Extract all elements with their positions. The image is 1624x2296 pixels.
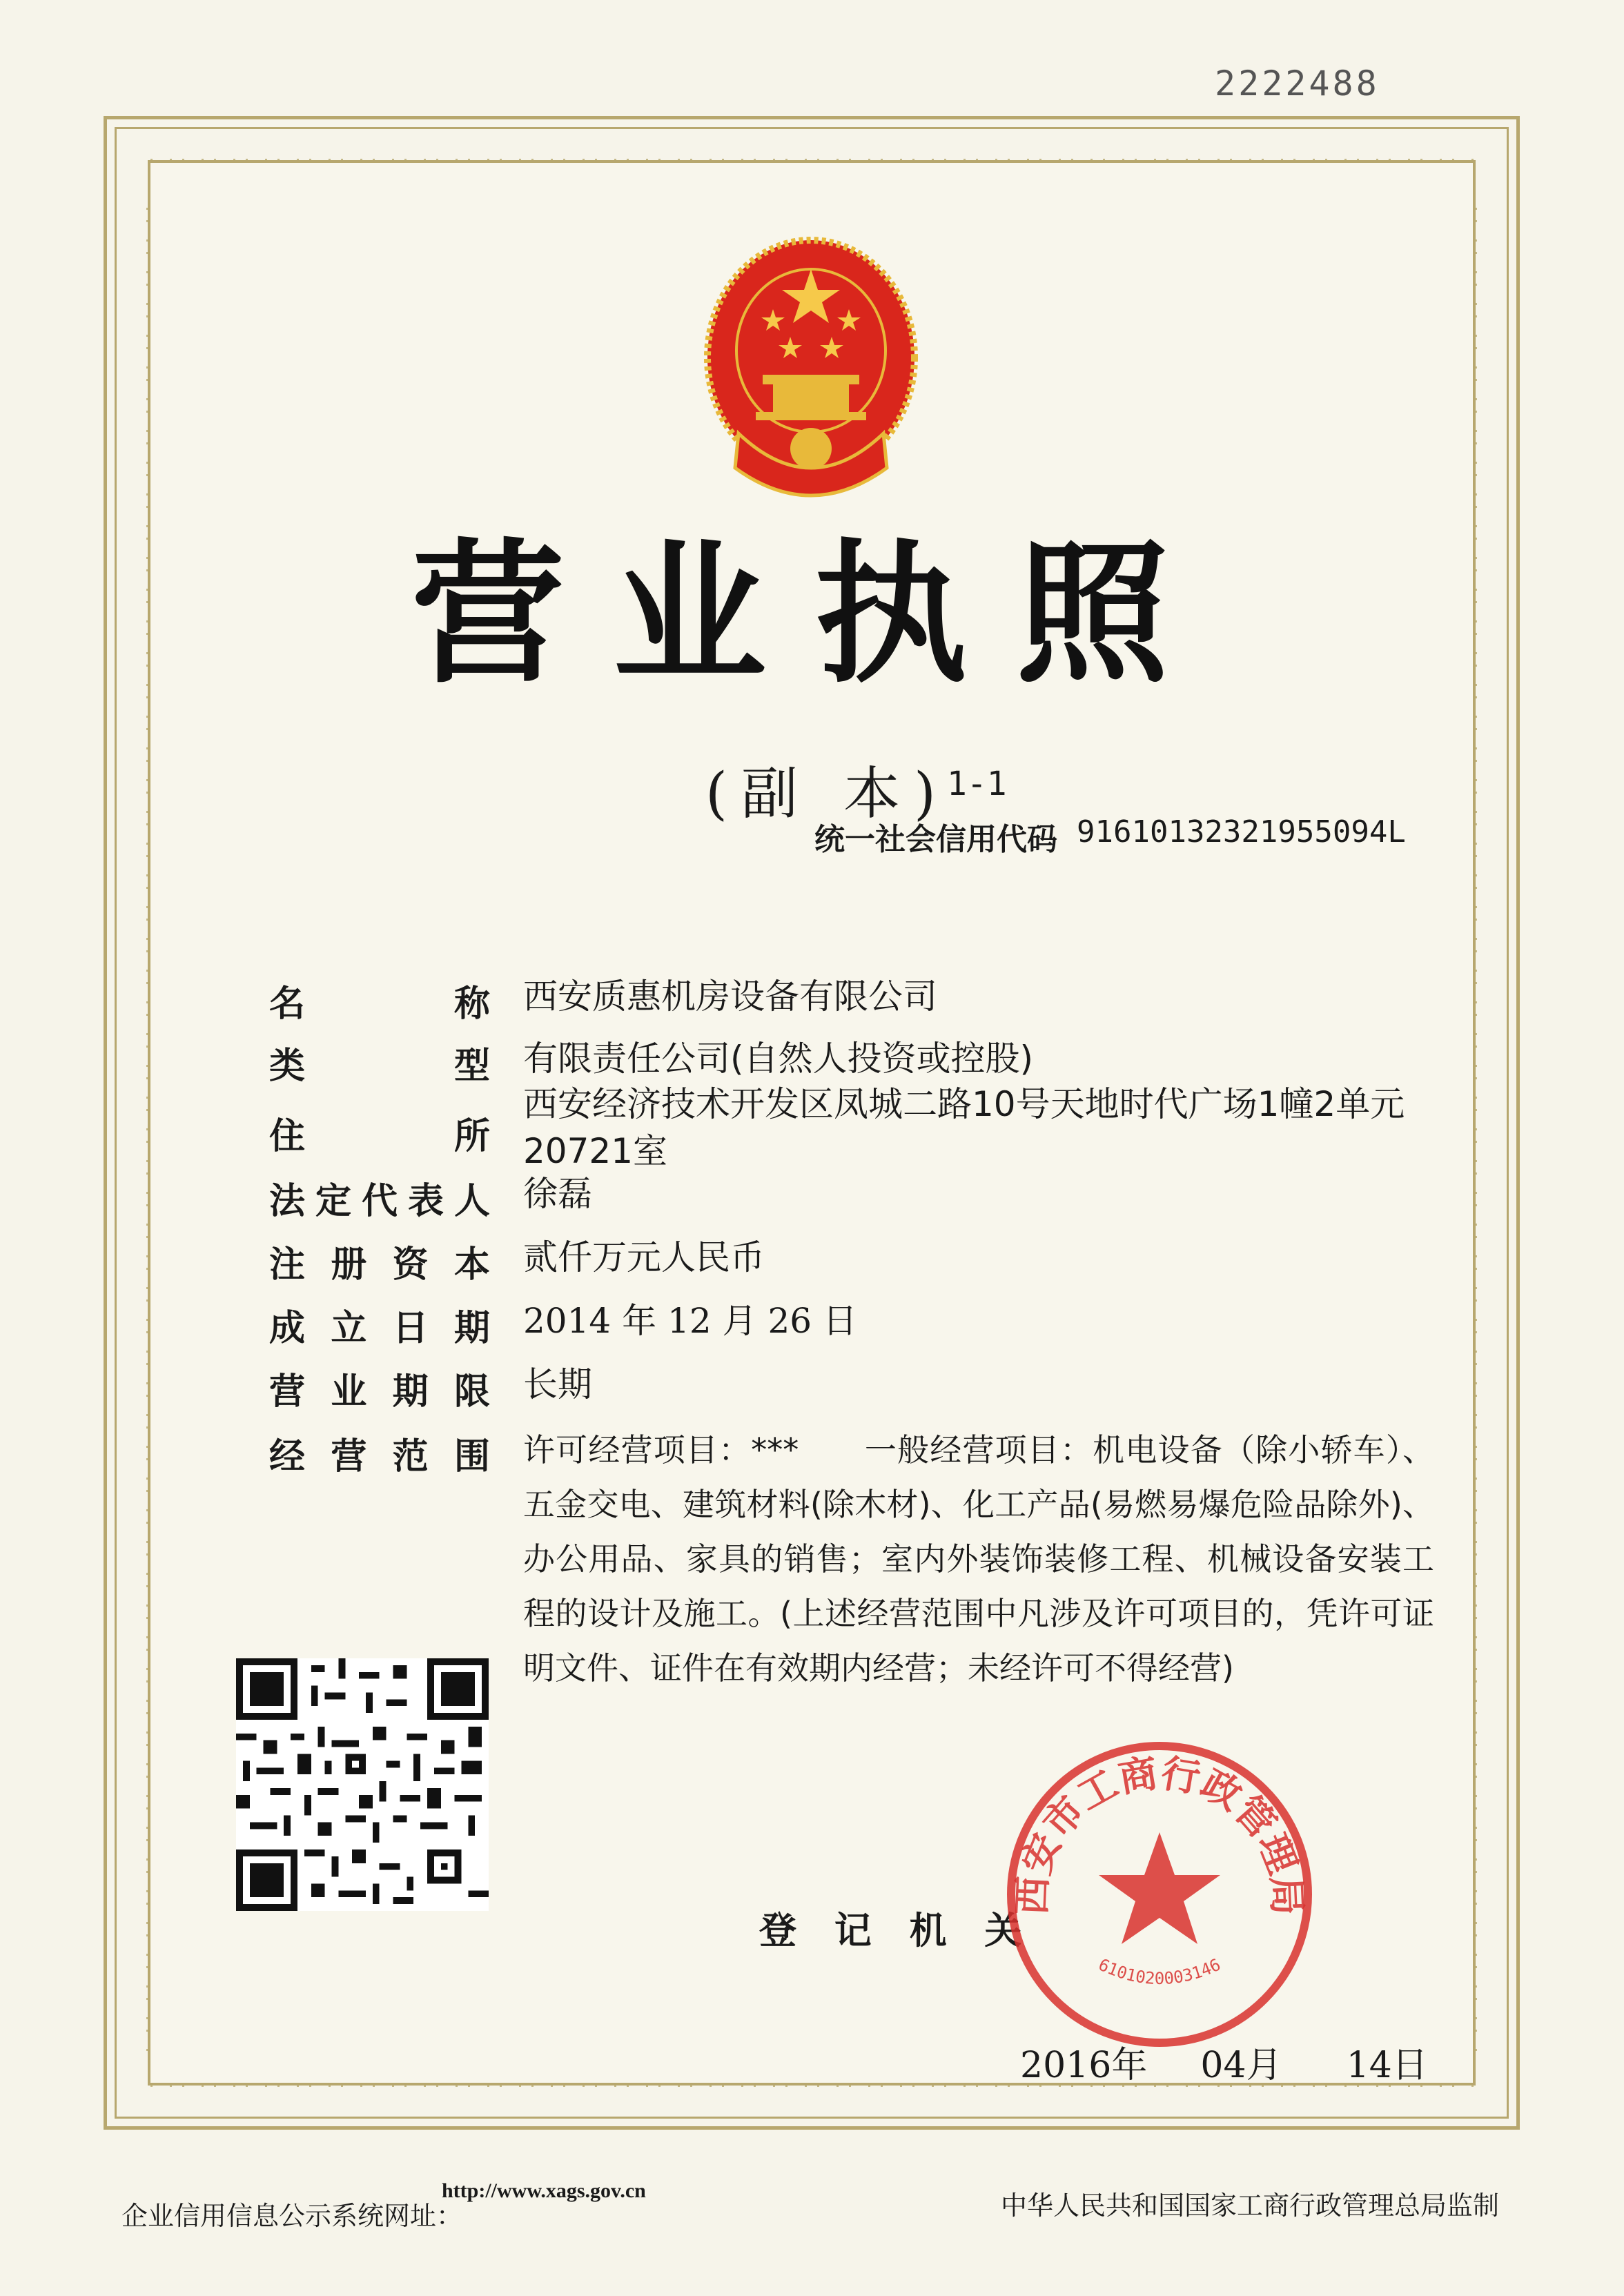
footer-issuer: 中华人民共和国国家工商行政管理总局监制 — [1001, 2190, 1500, 2221]
field-label-established: 成立日期 — [269, 1308, 490, 1349]
field-label-capital: 注册资本 — [269, 1244, 490, 1286]
national-emblem-icon — [697, 226, 925, 516]
subtitle: (副 本) — [705, 761, 950, 827]
field-value-address: 西安经济技术开发区凤城二路10号天地时代广场1幢2单元20721室 — [523, 1084, 1405, 1171]
issue-month: 04月 — [1200, 2045, 1282, 2086]
issue-day: 14日 — [1346, 2045, 1428, 2086]
credit-code-value: 91610132321955094L — [1077, 814, 1406, 850]
page-title: 营业执照 — [411, 526, 1217, 704]
field-label-name: 名称 — [269, 983, 490, 1025]
field-label-type: 类型 — [269, 1046, 490, 1087]
field-value-scope: 许可经营项目：*** 一般经营项目：机电设备（除小轿车）、五金交电、建筑材料(除木材)、化工产品(易燃易爆危险品除外)、办公用品、家具的销售；室内外装饰装修工程、机械设备安装工程的设计及施工。(上述经营范围中凡涉及许可项目的，凭许可证明文件、证件在有效期内经营；未经许可不得经营) — [523, 1431, 1434, 1687]
svg-text:西安市工商行政管理局: 西安市工商行政管理局 — [1009, 1750, 1310, 1916]
field-value-legal-rep: 徐磊 — [523, 1174, 592, 1214]
footer-url-link[interactable]: http://www.xags.gov.cn — [442, 2179, 646, 2202]
field-value-capital: 贰仟万元人民币 — [523, 1237, 765, 1277]
field-label-term: 营业期限 — [269, 1371, 490, 1413]
issue-year: 2016年 — [1020, 2045, 1148, 2086]
registration-authority-label: 登 记 机 关 — [759, 1909, 1035, 1952]
field-value-term: 长期 — [523, 1364, 592, 1404]
field-value-type: 有限责任公司(自然人投资或控股) — [523, 1039, 1034, 1079]
issue-date — [1020, 2036, 1428, 2088]
official-seal-icon — [994, 1729, 1325, 2060]
credit-code-label: 统一社会信用代码 — [814, 822, 1057, 857]
svg-text:6101020003146: 6101020003146 — [1095, 1954, 1224, 1988]
field-value-name: 西安质惠机房设备有限公司 — [523, 977, 937, 1017]
copy-number: 1-1 — [947, 765, 1007, 803]
footer-site-label: 企业信用信息公示系统网址： — [121, 2201, 463, 2231]
field-label-legal-rep: 法定代表人 — [269, 1181, 490, 1222]
field-value-established: 2014 年 12 月 26 日 — [523, 1301, 857, 1341]
field-label-address: 住所 — [269, 1116, 490, 1157]
field-label-scope: 经营范围 — [269, 1436, 490, 1478]
qr-code[interactable] — [236, 1656, 489, 1913]
serial-number: 2222488 — [1215, 63, 1380, 104]
